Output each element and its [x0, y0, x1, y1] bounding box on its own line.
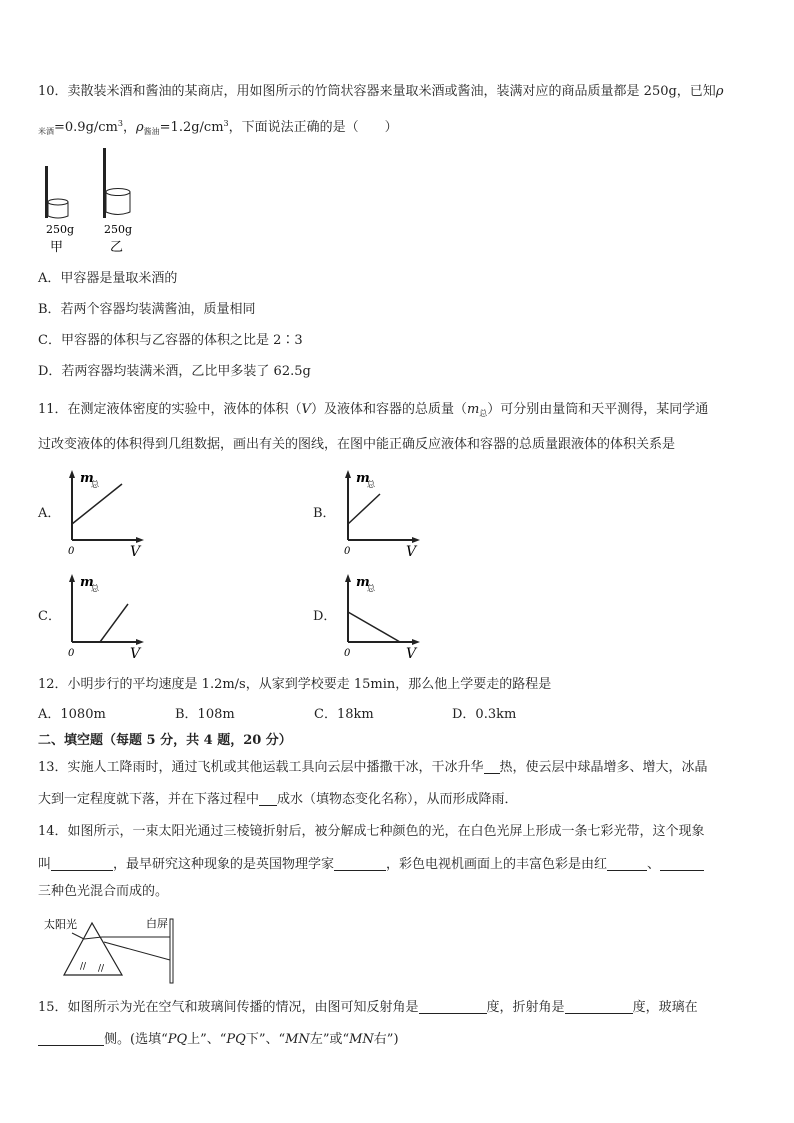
svg-text:m: m [356, 575, 370, 590]
q14-line1: 14．如图所示，一束太阳光通过三棱镜折射后，被分解成七种颜色的光，在白色光屏上形成一条七彩光带，这个现象 [38, 824, 705, 839]
svg-text:总: 总 [367, 480, 375, 489]
graph-c-line [100, 604, 128, 642]
q15-blank-1[interactable] [419, 999, 487, 1014]
jia-mass: 250g [46, 223, 75, 236]
q14-blank-3[interactable] [607, 856, 647, 871]
graph-b-line [348, 494, 380, 524]
q13-line2: 大到一定程度就下落，并在下落过程中 成水（填物态变化名称），从而形成降雨． [38, 792, 518, 807]
q14-blank-4[interactable] [660, 856, 704, 871]
svg-text:m: m [356, 471, 370, 486]
q11-line2: 过改变液体的体积得到几组数据，画出有关的图线，在图中能正确反应液体和容器的总质量跟液体的体积关系是 [38, 437, 676, 452]
graph-a-line [72, 484, 122, 524]
q13-blank-1[interactable] [484, 759, 500, 774]
q11-label-a: A． [38, 506, 61, 521]
q11-label-c: C． [38, 609, 61, 624]
q11-label-b: B． [313, 506, 336, 521]
q10-option-b: B．若两个容器均装满酱油，质量相同 [38, 302, 256, 317]
svg-text:V: V [406, 646, 417, 662]
svg-text:总: 总 [367, 584, 375, 593]
svg-text:V: V [130, 544, 141, 560]
q12-option-a: A．1080m [38, 707, 106, 722]
q11-graph-b [338, 468, 428, 558]
incident-ray [72, 933, 84, 939]
svg-text:m: m [80, 471, 94, 486]
q10-option-d: D．若两容器均装满米酒，乙比甲多装了 62.5g [38, 364, 311, 379]
yi-mass: 250g [104, 223, 133, 236]
svg-text://: // [80, 962, 87, 972]
svg-text://: // [98, 964, 105, 974]
svg-text:0: 0 [344, 648, 351, 659]
svg-text:m: m [80, 575, 94, 590]
white-screen-label: 白屏 [146, 917, 168, 930]
q13-line1: 13．实施人工降雨时，通过飞机或其他运载工具向云层中播撒干冰，干冰升华 热，使云层中球晶增多、增大，冰晶 [38, 760, 708, 775]
q10-option-a: A．甲容器是量取米酒的 [38, 271, 178, 286]
svg-text:V: V [406, 544, 417, 560]
q10-option-c: C．甲容器的体积与乙容器的体积之比是 2∶3 [38, 333, 303, 348]
q10-line1: 10．卖散装米酒和酱油的某商店，用如图所示的竹筒状容器来量取米酒或酱油，装满对应的商品质量都是 250g，已知ρ [38, 84, 724, 99]
screen [170, 919, 173, 983]
q12-option-b: B．108m [175, 707, 235, 722]
q15-line1: 15．如图所示为光在空气和玻璃间传播的情况，由图可知反射角是 度，折射角是 度，玻璃在 [38, 1000, 698, 1015]
q10-line2: $_{米酒}=0.9g/cm^3$，$\rho_{酱油}=1.2g/cm^3$，下面说法正确的是（ ） [38, 119, 398, 136]
q14-blank-1[interactable] [51, 856, 113, 871]
q14-prism-figure [42, 915, 192, 987]
section-2-heading: 二、填空题（每题 5 分，共 4 题，20 分） [38, 733, 292, 748]
q11-graph-a [62, 468, 152, 558]
sunlight-label: 太阳光 [44, 918, 77, 931]
q12-option-d: D．0.3km [452, 707, 517, 722]
q12-option-c: C．18km [314, 707, 374, 722]
q15-blank-3[interactable] [38, 1031, 104, 1046]
q14-line2: 叫 ，最早研究这种现象的是英国物理学家 ，彩色电视机画面上的丰富色彩是由红 、 [38, 855, 756, 875]
q12-line1: 12．小明步行的平均速度是 1.2m/s，从家到学校要走 15min，那么他上学要走的路程是 [38, 677, 552, 692]
svg-text:总: 总 [91, 584, 99, 593]
graph-d-line [348, 612, 400, 642]
q11-graph-d [338, 572, 428, 662]
svg-text:0: 0 [344, 546, 351, 557]
svg-text:0: 0 [68, 546, 75, 557]
q11-line1: 11．在测定液体密度的实验中，液体的体积（V）及液体和容器的总质量$(m_总)$可分别由量筒和天平测得，某同学通 [38, 402, 709, 418]
jia-label: 甲 [50, 240, 64, 255]
dispersed-ray-bottom [104, 942, 170, 960]
svg-text:V: V [130, 646, 141, 662]
q14-line3: 三种色光混合而成的。 [38, 884, 169, 899]
q13-blank-2[interactable] [259, 791, 277, 806]
q10-figure [38, 148, 158, 258]
svg-text:总: 总 [91, 480, 99, 489]
q11-label-d: D． [313, 609, 337, 624]
q14-blank-2[interactable] [334, 856, 386, 871]
q11-graph-c [62, 572, 152, 662]
q15-line2: 侧。(选填“PQ上”、“PQ下”、“MN左”或“MN右”) [38, 1030, 756, 1050]
q15-blank-2[interactable] [565, 999, 633, 1014]
svg-text:0: 0 [68, 648, 75, 659]
yi-label: 乙 [110, 240, 124, 255]
